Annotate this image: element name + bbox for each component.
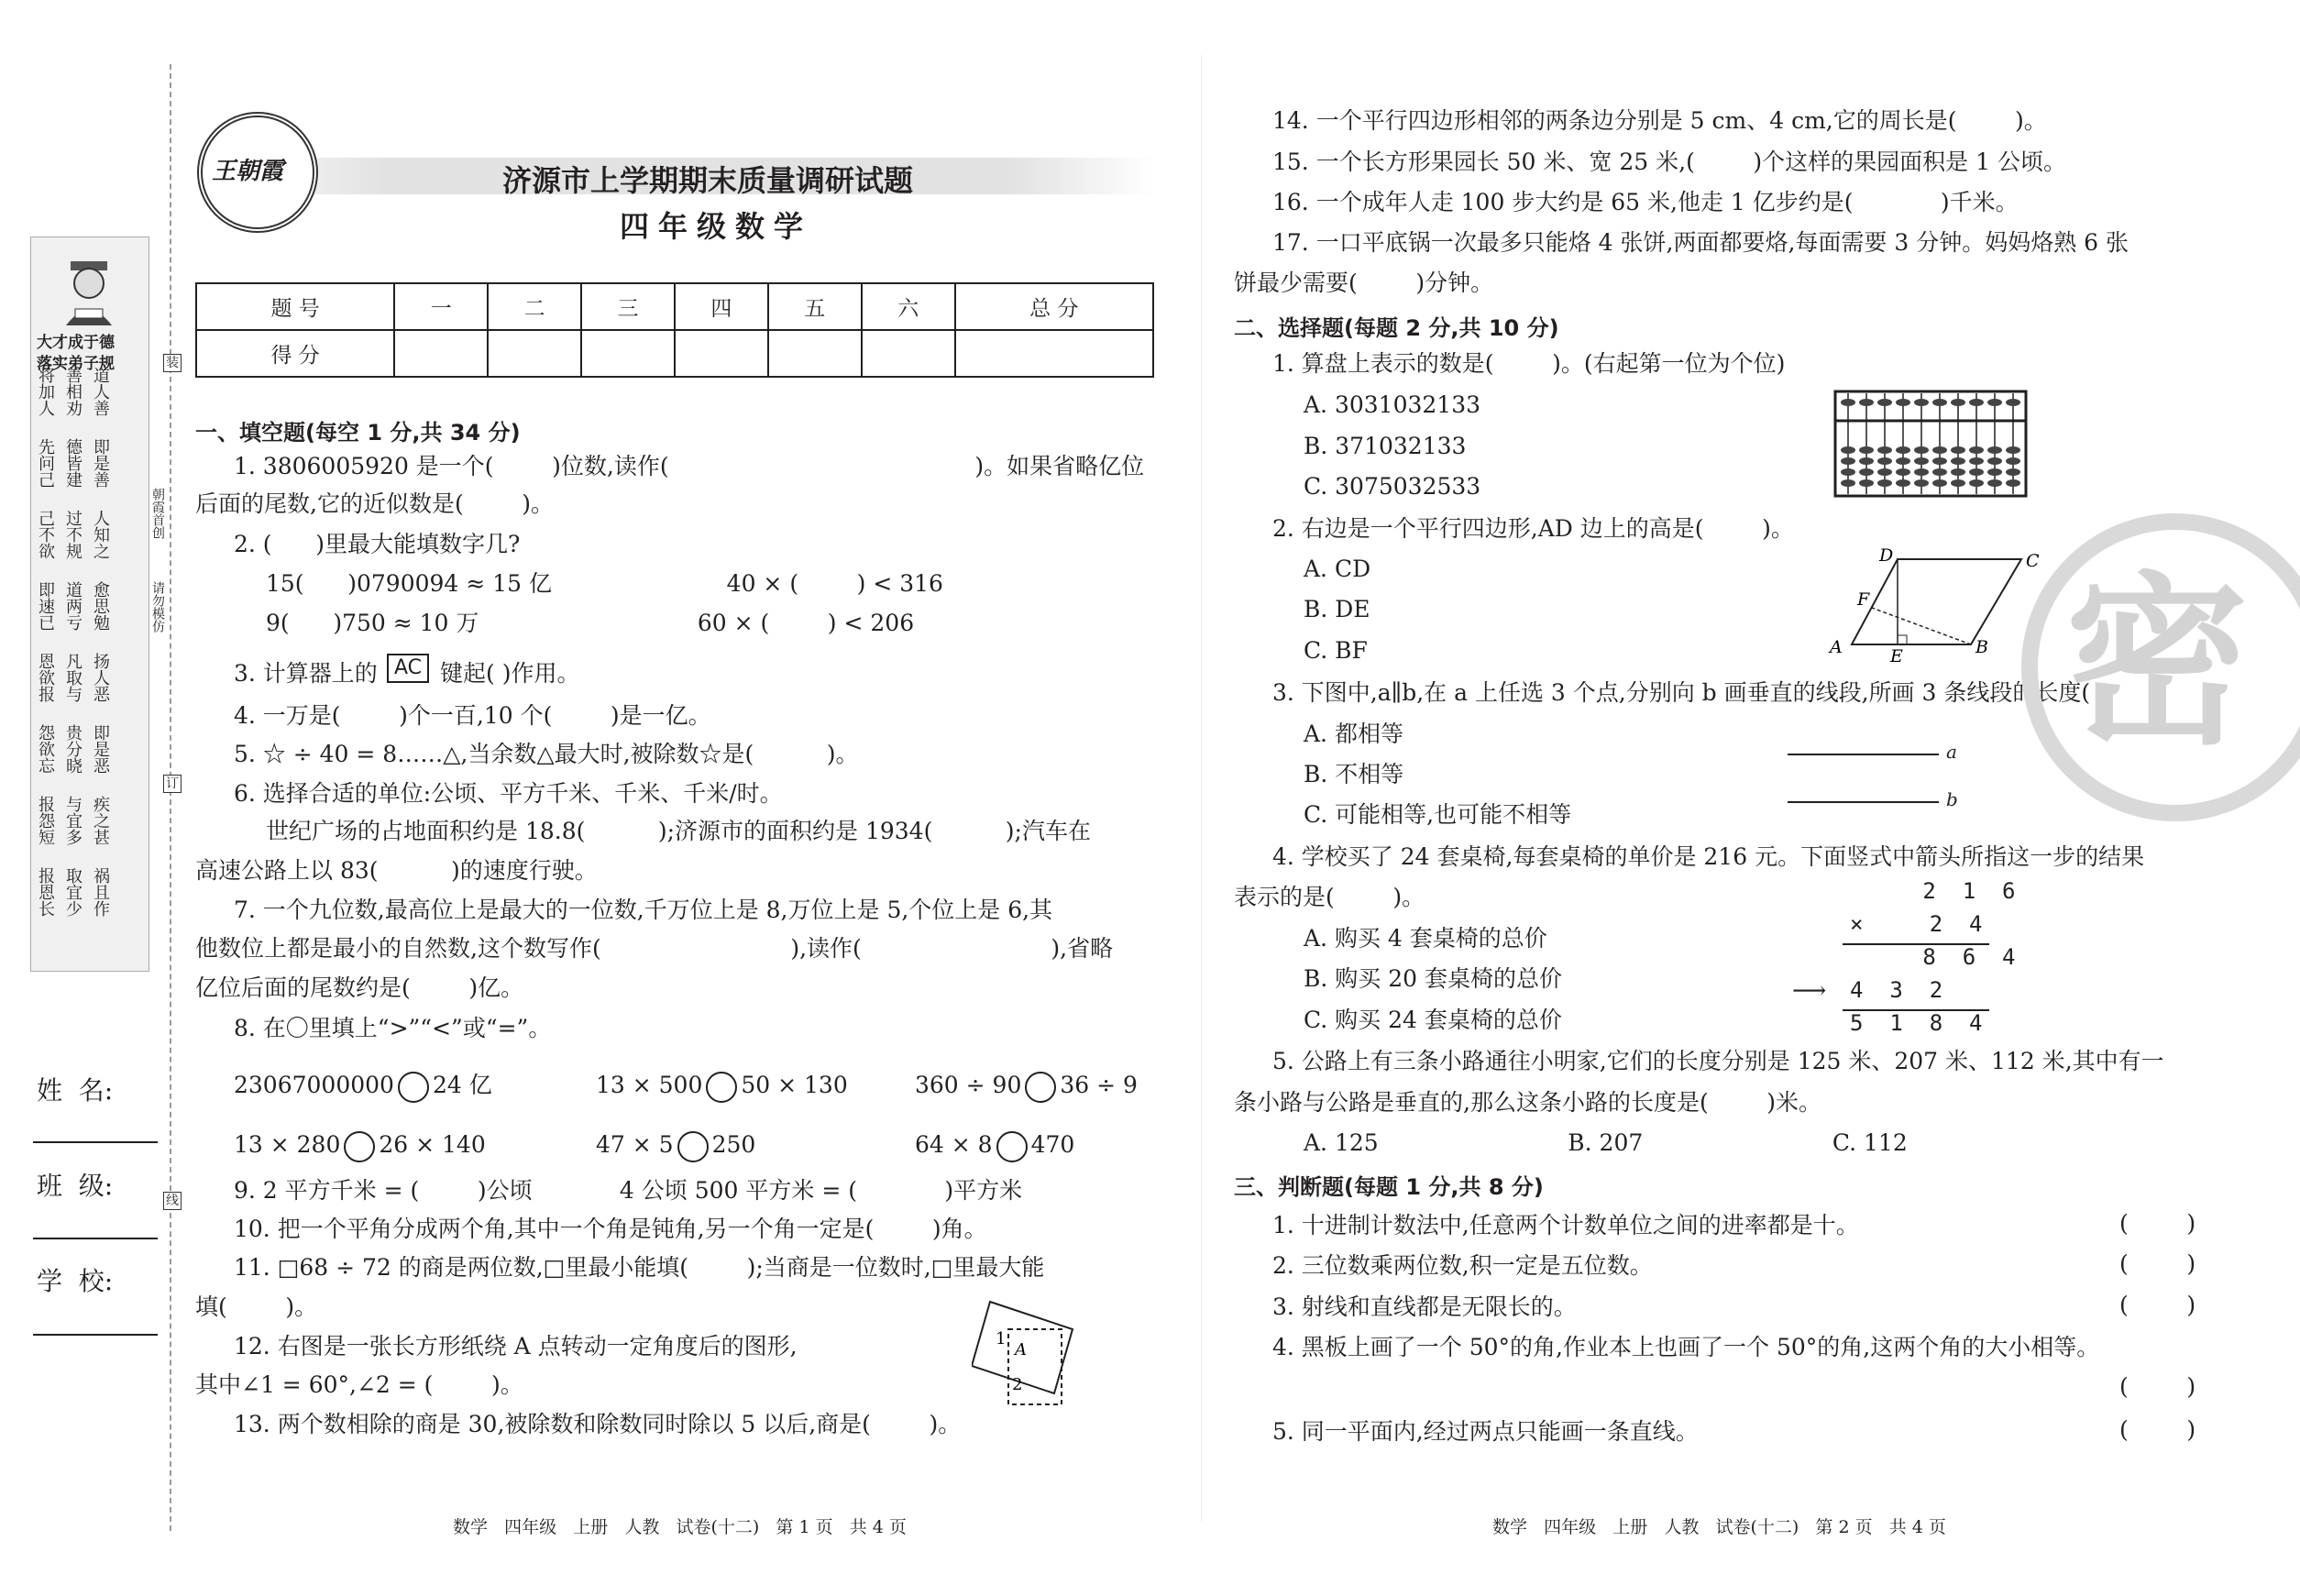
option-line: C. BF (1304, 637, 1368, 664)
score-input-cell[interactable] (488, 330, 581, 377)
compare-item (234, 1129, 486, 1162)
option-line: A. 购买 4 套桌椅的总价 (1304, 925, 1547, 952)
school-field-label: 学 校: (37, 1266, 114, 1296)
logo-badge (197, 112, 318, 233)
question-line: 他数位上都是最小的自然数,这个数写作( ),读作( ),省略 (195, 935, 1114, 962)
figure-label-2: 2 (1012, 1375, 1023, 1394)
abacus-bead (1987, 468, 2002, 476)
q3-tail-text: 键起( )作用。 (440, 660, 580, 687)
table-cell: 一 (394, 283, 488, 330)
question-line: 9. 2 平方千米 = ( )公顷 4 公顷 500 平方米 = ( )平方米 (234, 1177, 1023, 1204)
abacus-bead (1951, 399, 1965, 406)
section-heading: 一、填空题(每空 1 分,共 34 分) (195, 420, 521, 446)
table-cell: 五 (768, 283, 862, 330)
option-line: C. 购买 24 套桌椅的总价 (1304, 1007, 1562, 1033)
question-line: 1. 3806005920 是一个( )位数,读作( )。如果省略亿位 (234, 453, 1145, 479)
stamp-text: 密 (2065, 555, 2250, 770)
table-cell: 总 分 (955, 283, 1153, 330)
school-field-line (33, 1334, 158, 1336)
vertex-B: B (1975, 637, 1988, 657)
abacus-bead (1969, 446, 1984, 454)
abacus-bead (1841, 446, 1855, 454)
abacus-bead (1859, 479, 1874, 487)
calc-row-1: 2 1 6 (1883, 878, 2016, 904)
question-line: 14. 一个平行四边形相邻的两条边分别是 5 cm、4 cm,它的周长是( )。 (1272, 107, 2047, 134)
mark-original: 朝霞首创 (150, 488, 165, 539)
motto-column: 愈思勉 (91, 581, 110, 631)
question-line: 条小路与公路是垂直的,那么这条小路的长度是( )米。 (1234, 1089, 1822, 1116)
line-a (1788, 754, 1939, 755)
motto-column: 怨欲忘 (36, 724, 55, 774)
question-line: 7. 一个九位数,最高位上是最大的一位数,千万位上是 8,万位上是 5,个位上是 6,其 (234, 897, 1053, 923)
option-line: A. 3031032133 (1304, 391, 1481, 418)
question-line: 9( )750 ≈ 10 万 60 × ( ) < 206 (266, 610, 915, 636)
vertex-D: D (1879, 548, 1894, 566)
abacus-bead (1841, 468, 1855, 476)
exam-subtitle: 四年级数学 (620, 209, 813, 244)
abacus-bead (1932, 479, 1947, 487)
motto-column: 人知之 (91, 510, 110, 559)
compare-circle-input[interactable] (1025, 1072, 1056, 1103)
arrow-icon: ⟶ (1792, 977, 1827, 1005)
abacus-bead (1969, 399, 1984, 406)
abacus-bead (1969, 457, 1984, 465)
question-line: 3. 射线和直线都是无限长的。 (1272, 1293, 1577, 1320)
abacus-figure (1833, 390, 2028, 498)
table-cell: 二 (488, 283, 581, 330)
table-cell: 题 号 (196, 283, 394, 330)
motto-columns (36, 367, 138, 953)
abacus-bead (1896, 457, 1910, 465)
question-line: 4. 学校买了 24 套桌椅,每套桌椅的单价是 216 元。下面竖式中箭头所指这一步的结果 (1272, 843, 2145, 870)
compare-circle-input[interactable] (344, 1131, 375, 1162)
parallelogram-figure (1824, 548, 2053, 663)
question-line: 13. 两个数相除的商是 30,被除数和除数同时除以 5 以后,商是( )。 (234, 1411, 962, 1437)
confidential-stamp (2021, 513, 2300, 821)
option-line: A. CD (1304, 556, 1371, 582)
abacus-bead (1951, 468, 1965, 476)
score-input-cell[interactable] (394, 330, 488, 377)
option-line: C. 3075032533 (1304, 473, 1481, 500)
question-line: 16. 一个成年人走 100 步大约是 65 米,他走 1 亿步约是( )千米。 (1272, 189, 2019, 215)
compare-item (915, 1070, 1138, 1103)
calc-row-4: 4 3 2 (1850, 977, 1943, 1003)
motto-column: 将加人 (36, 367, 55, 416)
logo-text: 王朝霞 (212, 158, 284, 185)
question-line: 亿位后面的尾数约是( )亿。 (195, 974, 524, 1001)
motto-column: 即是善 (91, 438, 110, 488)
abacus-bead (1987, 446, 2002, 454)
abacus-bead (1951, 479, 1965, 487)
abacus-bead (1951, 446, 1965, 454)
abacus-bead (1914, 399, 1929, 406)
question-line: 2. ( )里最大能填数字几? (234, 531, 521, 557)
compare-left: 23067000000 (234, 1072, 394, 1098)
table-cell: 得 分 (196, 330, 394, 377)
judge-answer-parens[interactable]: ( ) (2119, 1210, 2196, 1237)
motto-column: 道两亏 (63, 581, 83, 631)
option-line: B. 不相等 (1304, 761, 1404, 787)
motto-column: 即是恶 (91, 724, 110, 774)
abacus-bead (1859, 468, 1874, 476)
score-input-cell[interactable] (862, 330, 955, 377)
line-b-label: b (1946, 788, 1958, 810)
abacus-bead (1841, 457, 1855, 465)
score-table (195, 282, 1154, 378)
class-field-line (33, 1238, 158, 1239)
question-line: 12. 右图是一张长方形纸绕 A 点转动一定角度后的图形, (234, 1333, 798, 1359)
motto-column: 贵分晓 (63, 724, 83, 774)
binding-dashed-line (170, 64, 171, 1531)
question-line: 1. 十进制计数法中,任意两个计数单位之间的进率都是十。 (1272, 1212, 1859, 1238)
mark-ding: 订 (163, 775, 182, 793)
abacus-bead (2006, 399, 2020, 406)
compare-item (596, 1070, 848, 1103)
question-line: 15. 一个长方形果园长 50 米、宽 25 米,( )个这样的果园面积是 1 公顷。 (1272, 149, 2066, 175)
question-line: 10. 把一个平角分成两个角,其中一个角是钝角,另一个角一定是( )角。 (234, 1216, 987, 1242)
compare-left: 360 ÷ 90 (915, 1072, 1022, 1098)
motto-column: 先问己 (36, 438, 55, 488)
question-line: 6. 选择合适的单位:公顷、平方千米、千米、千米/时。 (234, 780, 783, 807)
compare-item (596, 1129, 755, 1162)
option-line: C. 可能相等,也可能不相等 (1304, 801, 1572, 828)
question-line: 5. 公路上有三条小路通往小明家,它们的长度分别是 125 米、207 米、112 米,其中有一 (1272, 1048, 2164, 1074)
compare-circle-input[interactable] (398, 1072, 429, 1103)
score-table-header-row (196, 283, 1153, 330)
question-line: 8. 在〇里填上“>”“<”或“=”。 (234, 1015, 552, 1041)
section-heading: 三、判断题(每题 1 分,共 8 分) (1234, 1174, 1544, 1200)
motto-column: 恩欲报 (36, 653, 55, 702)
table-cell: 六 (862, 283, 955, 330)
compare-item (234, 1070, 492, 1103)
question-line: 世纪广场的占地面积约是 18.8( );济源市的面积约是 1934( );汽车在 (266, 818, 1091, 844)
abacus-bead (1896, 399, 1910, 406)
score-input-cell[interactable] (675, 330, 768, 377)
abacus-bead (1914, 446, 1929, 454)
motto-column: 疾之甚 (91, 796, 110, 845)
judge-answer-parens[interactable]: ( ) (2119, 1292, 2196, 1318)
abacus-bead (1896, 468, 1910, 476)
compare-right: 36 ÷ 9 (1060, 1072, 1138, 1098)
question-line: 填( )。 (195, 1293, 318, 1320)
compare-circle-input[interactable] (996, 1131, 1028, 1162)
scholar-illustration-icon (48, 245, 130, 327)
question-line: 5. 同一平面内,经过两点只能画一条直线。 (1272, 1418, 1699, 1445)
compare-circle-input[interactable] (706, 1072, 737, 1103)
class-field-label: 班 级: (37, 1171, 114, 1201)
motto-column: 报恩长 (36, 867, 55, 917)
abacus-bead (1896, 446, 1910, 454)
score-input-cell[interactable] (955, 330, 1153, 377)
motto-column: 过不规 (63, 510, 83, 559)
question-line: 4. 黑板上画了一个 50°的角,作业本上也画了一个 50°的角,这两个角的大小相等。 (1272, 1334, 2100, 1360)
question-line: 后面的尾数,它的近似数是( )。 (195, 490, 555, 517)
table-cell: 四 (675, 283, 768, 330)
option-line: B. DE (1304, 596, 1370, 622)
section-heading: 二、选择题(每题 2 分,共 10 分) (1234, 315, 1559, 341)
question-line: 2. 三位数乘两位数,积一定是五位数。 (1272, 1252, 1653, 1279)
compare-left: 13 × 280 (234, 1131, 341, 1158)
question-line: 2. 右边是一个平行四边形,AD 边上的高是( )。 (1272, 515, 1794, 542)
motto-column: 即速已 (36, 581, 55, 631)
question-line: 4. 一万是( )个一百,10 个( )是一亿。 (234, 702, 711, 729)
abacus-bead (1877, 479, 1892, 487)
motto-column: 扬人恶 (91, 653, 110, 702)
vertex-F: F (1857, 589, 1870, 610)
compare-left: 47 × 5 (596, 1131, 674, 1158)
compare-right: 50 × 130 (741, 1072, 848, 1098)
calc-row-3: 8 6 4 (1883, 944, 2016, 970)
line-b (1788, 801, 1939, 803)
abacus-bead (1932, 457, 1947, 465)
question-line: 3. 计算器上的 (234, 660, 378, 687)
abacus-bead (2006, 479, 2020, 487)
abacus-bead (1859, 457, 1874, 465)
question-line: 5. ☆ ÷ 40 = 8……△,当余数△最大时,被除数☆是( )。 (234, 741, 859, 767)
abacus-bead (1841, 399, 1855, 406)
abacus-bead (1896, 479, 1910, 487)
motto-column: 德皆建 (63, 438, 83, 488)
score-table-score-row (196, 330, 1153, 377)
abacus-bead (2006, 446, 2020, 454)
vertex-A: A (1830, 637, 1843, 657)
abacus-bead (1877, 468, 1892, 476)
option-line: B. 371032133 (1304, 433, 1467, 459)
abacus-bead (1987, 479, 2002, 487)
footer-page-2: 数学 四年级 上册 人教 试卷(十二) 第 2 页 共 4 页 (1492, 1517, 1946, 1537)
motto-column: 取宜少 (63, 867, 83, 917)
judge-answer-parens[interactable]: ( ) (2119, 1373, 2196, 1400)
mark-zhuang: 装 (163, 354, 182, 372)
figure-label-A: A (1015, 1340, 1027, 1359)
question-line: 高速公路上以 83( )的速度行驶。 (195, 857, 598, 884)
abacus-bead (1877, 457, 1892, 465)
question-line: 3. 下图中,a∥b,在 a 上任选 3 个点,分别向 b 画垂直的线段,所画 3 条线段的长度( )。 (1272, 679, 2181, 706)
motto-column: 道人善 (91, 367, 110, 416)
abacus-bead (2006, 468, 2020, 476)
compare-right: 24 亿 (432, 1072, 492, 1098)
compare-right: 250 (711, 1131, 756, 1158)
option-line: A. 都相等 (1304, 721, 1403, 747)
abacus-bead (1969, 479, 1984, 487)
question-line: 饼最少需要( )分钟。 (1234, 270, 1494, 296)
score-input-cell[interactable] (581, 330, 675, 377)
motto-column: 己不欲 (36, 510, 55, 559)
abacus-bead (1932, 399, 1947, 406)
page-gutter (1201, 55, 1202, 1522)
score-input-cell[interactable] (768, 330, 862, 377)
abacus-bead (1932, 446, 1947, 454)
motto-column: 凡取与 (63, 653, 83, 702)
motto-top: 大才成于德 (37, 334, 115, 352)
vertex-C: C (2026, 551, 2040, 571)
abacus-bead (1859, 399, 1874, 406)
abacus-bead (1914, 479, 1929, 487)
judge-answer-parens[interactable]: ( ) (2119, 1416, 2196, 1443)
mark-no-copy: 请勿模仿 (150, 581, 165, 633)
motto-bottom: 落实弟子规 (37, 355, 115, 373)
motto-column: 祸且作 (91, 867, 110, 917)
compare-circle-input[interactable] (677, 1131, 709, 1162)
vertex-E: E (1890, 646, 1903, 663)
calc-row-5: 5 1 8 4 (1850, 1010, 1983, 1036)
rotated-paper-figure (972, 1293, 1082, 1410)
compare-left: 13 × 500 (596, 1072, 703, 1098)
name-field-label: 姓 名: (37, 1075, 114, 1106)
compare-right: 26 × 140 (379, 1131, 486, 1158)
calc-row-2: × 2 4 (1850, 911, 1983, 937)
compare-left: 64 × 8 (915, 1131, 993, 1158)
footer-page-1: 数学 四年级 上册 人教 试卷(十二) 第 1 页 共 4 页 (453, 1517, 907, 1537)
figure-label-1: 1 (996, 1329, 1007, 1348)
abacus-bead (1914, 468, 1929, 476)
name-field-line (33, 1141, 158, 1143)
question-line: 其中∠1 = 60°,∠2 = ( )。 (195, 1371, 523, 1398)
abacus-bead (1969, 468, 1984, 476)
question-line: 11. □68 ÷ 72 的商是两位数,□里最小能填( );当商是一位数时,□里最大能 (234, 1254, 1045, 1281)
table-cell: 三 (581, 283, 675, 330)
judge-answer-parens[interactable]: ( ) (2119, 1250, 2196, 1277)
motto-column: 报怨短 (36, 796, 55, 845)
abacus-bead (1877, 446, 1892, 454)
question-line: 17. 一口平底锅一次最多只能烙 4 张饼,两面都要烙,每面需要 3 分钟。妈妈烙熟 6 张 (1272, 229, 2129, 256)
compare-item (915, 1129, 1074, 1162)
question-line: 15( )0790094 ≈ 15 亿 40 × ( ) < 316 (266, 570, 943, 597)
option-line: B. 购买 20 套桌椅的总价 (1304, 965, 1562, 992)
abacus-bead (1877, 399, 1892, 406)
abacus-bead (1987, 399, 2002, 406)
line-a-label: a (1946, 741, 1957, 763)
motto-column: 与宜多 (63, 796, 83, 845)
abacus-bead (1914, 457, 1929, 465)
mark-xian: 线 (163, 1192, 182, 1210)
abacus-bead (1841, 479, 1855, 487)
abacus-bead (1951, 457, 1965, 465)
abacus-bead (1987, 457, 2002, 465)
compare-right: 470 (1030, 1131, 1075, 1158)
abacus-bead (1932, 468, 1947, 476)
motto-column: 善相劝 (63, 367, 83, 416)
exam-title: 济源市上学期期末质量调研试题 (502, 163, 914, 198)
abacus-bead (1859, 446, 1874, 454)
question-line: 1. 算盘上表示的数是( )。(右起第一位为个位) (1272, 350, 1786, 377)
option-line: A. 125 B. 207 C. 112 (1304, 1129, 1908, 1156)
question-line: 表示的是( )。 (1234, 884, 1425, 910)
abacus-bead (2006, 457, 2020, 465)
ac-key-box: AC (387, 654, 429, 683)
